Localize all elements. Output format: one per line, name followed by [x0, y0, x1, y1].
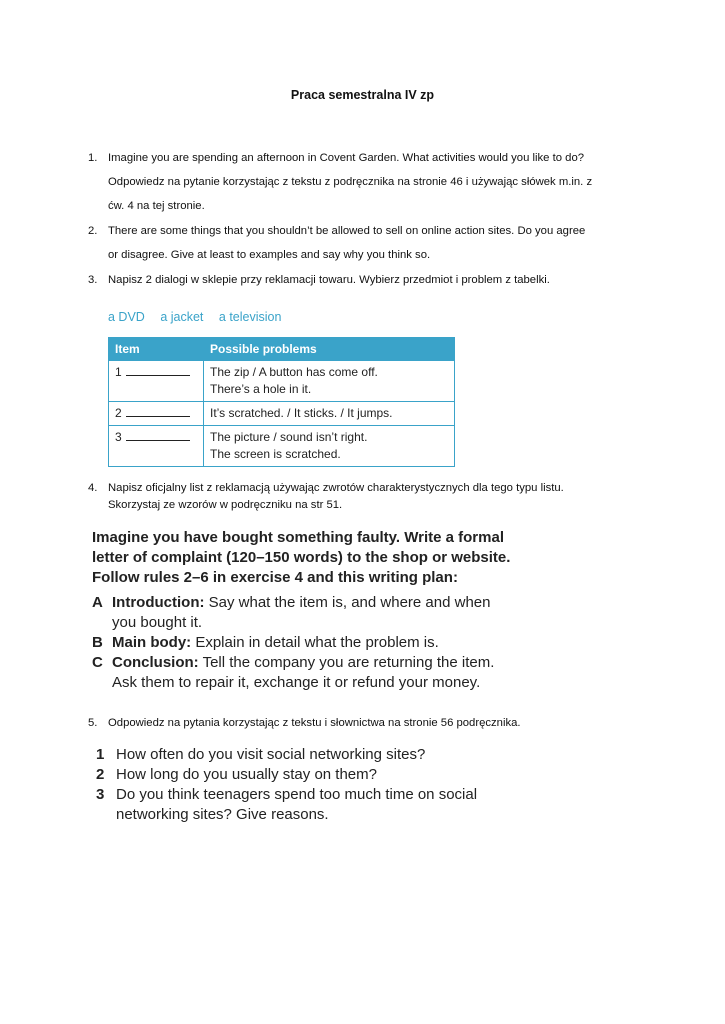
instruction-line: Imagine you have bought something faulty. Write a formal [92, 529, 504, 546]
question-text: How long do you usually stay on them? [116, 766, 377, 783]
plan-text: Ask them to repair it, exchange it or refund your money. [112, 674, 481, 691]
task-text: Odpowiedz na pytania korzystając z tekstu i słownictwa na stronie 56 podręcznika. [108, 717, 521, 729]
task-text: ćw. 4 na tej stronie. [108, 200, 205, 212]
plan-text: Tell the company you are returning the item. [198, 654, 495, 671]
question-text: How often do you visit social networking sites? [116, 746, 426, 763]
problem-text: The zip / A button has come off. [210, 365, 378, 379]
plan-text: Say what the item is, and where and when [204, 594, 491, 611]
instruction-line: Follow rules 2–6 in exercise 4 and this writing plan: [92, 569, 458, 586]
table-row [109, 426, 455, 467]
table-row [109, 402, 455, 426]
question-text: networking sites? Give reasons. [116, 806, 329, 823]
task-text: Imagine you are spending an afternoon in Covent Garden. What activities would you like to do? [108, 152, 585, 164]
item-option: a jacket [160, 310, 204, 324]
question-text: Do you think teenagers spend too much time on social [116, 786, 478, 803]
row-number: 3 [115, 430, 122, 444]
instruction-line: letter of complaint (120–150 words) to the shop or website. [92, 549, 511, 566]
task-text: Napisz 2 dialogi w sklepie przy reklamacji towaru. Wybierz przedmiot i problem z tabelki. [108, 274, 550, 286]
problems-table [108, 337, 455, 467]
item-option: a DVD [108, 310, 145, 324]
item-option: a television [218, 310, 282, 324]
question-number: 2 [96, 766, 105, 783]
question-number: 3 [96, 786, 105, 803]
table-header: Possible problems [204, 338, 455, 361]
problem-text: It’s scratched. / It sticks. / It jumps. [210, 406, 393, 420]
task-text: Skorzystaj ze wzorów w podręczniku na str 51. [108, 499, 343, 511]
answer-blank [126, 375, 190, 376]
plan-letter: A [92, 594, 103, 611]
table-row [109, 361, 455, 402]
problem-text: The screen is scratched. [210, 447, 341, 461]
problem-text: There’s a hole in it. [210, 382, 312, 396]
page-title: Praca semestralna IV zp [290, 88, 435, 102]
row-number: 2 [115, 406, 122, 420]
task-number: 3. [88, 274, 98, 286]
task-number: 1. [88, 152, 98, 164]
task-text: There are some things that you shouldn’t be allowed to sell on online action sites. Do you agree [108, 225, 586, 237]
plan-heading: Main body: [112, 634, 192, 651]
task-text: Napisz oficjalny list z reklamacją używając zwrotów charakterystycznych dla tego typu listu. [108, 482, 564, 494]
answer-blank [126, 440, 190, 441]
task-text: or disagree. Give at least to examples and say why you think so. [108, 249, 431, 261]
task-number: 4. [88, 482, 98, 494]
plan-text: Explain in detail what the problem is. [191, 634, 439, 651]
row-number: 1 [115, 365, 122, 379]
task-number: 2. [88, 225, 98, 237]
answer-blank [126, 416, 190, 417]
table-header: Item [109, 338, 204, 361]
letter-instructions [92, 528, 510, 588]
plan-letter: C [92, 654, 103, 671]
plan-heading: Introduction: [112, 594, 205, 611]
task-text: Odpowiedz na pytanie korzystając z tekstu z podręcznika na stronie 46 i używając słówek m.in. z [108, 176, 593, 188]
task-number: 5. [88, 717, 98, 729]
plan-heading: Conclusion: [112, 654, 199, 671]
plan-letter: B [92, 634, 103, 651]
plan-text: you bought it. [112, 614, 203, 631]
question-number: 1 [96, 746, 105, 763]
problem-text: The picture / sound isn’t right. [210, 430, 368, 444]
item-choices [108, 310, 293, 324]
